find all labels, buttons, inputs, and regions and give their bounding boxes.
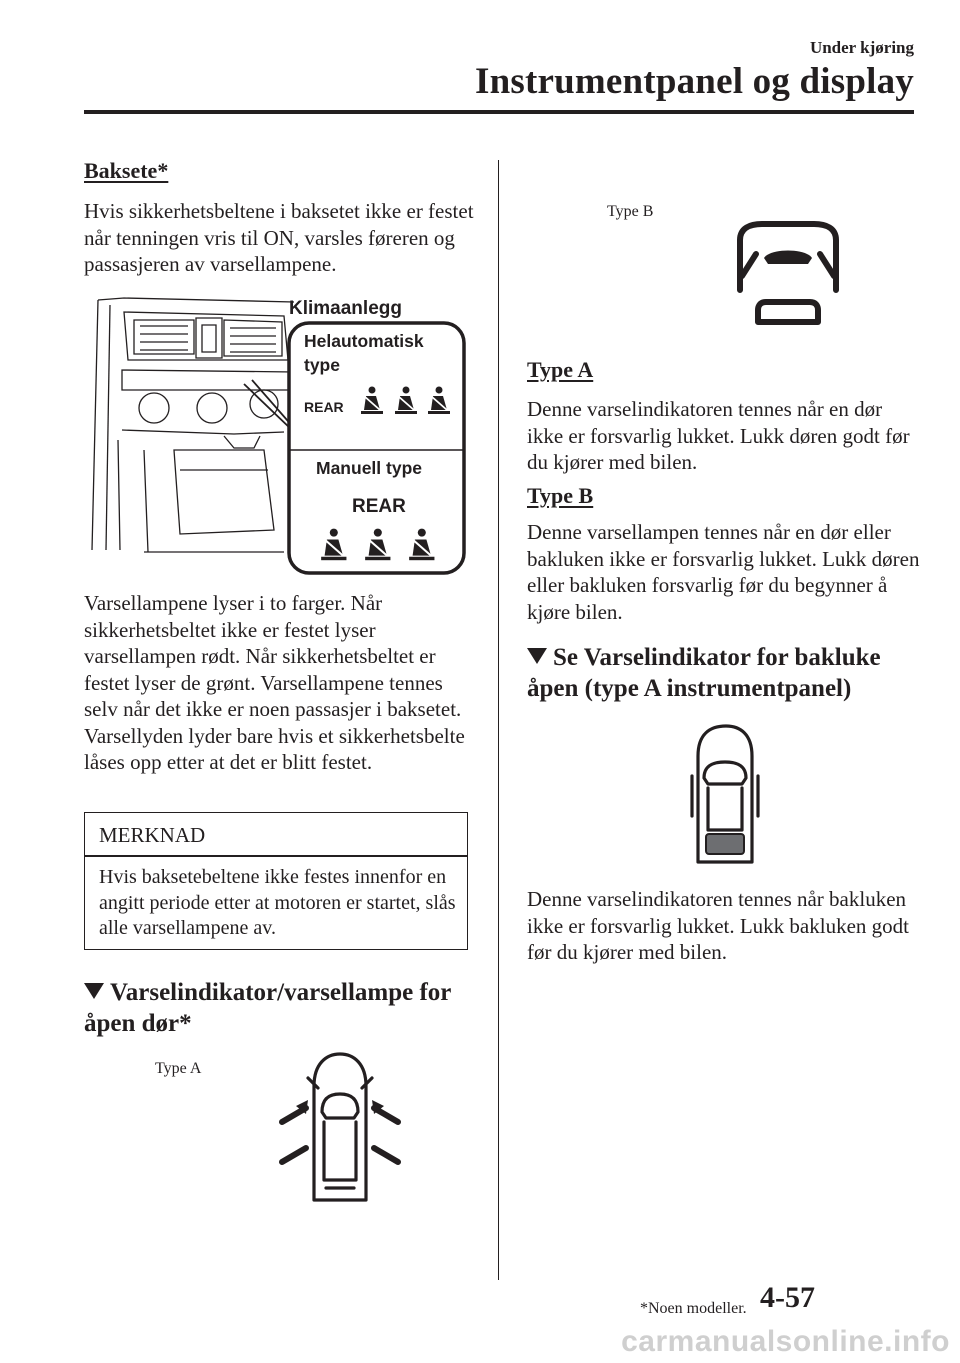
bakluke-text: Denne varselindikatoren tennes når bakluken ikke er forsvarlig lukket. Lukk bakluken godt før du kjører med bilen. xyxy=(527,887,909,964)
footnote: *Noen modeller. xyxy=(640,1300,747,1317)
page-title: Instrumentpanel og display xyxy=(474,61,914,102)
page-number: 4-57 xyxy=(760,1281,815,1314)
bakluke-section-heading-text: Se Varselindikator for bakluke åpen (type A instrumentpanel) xyxy=(527,644,881,702)
manuell-type-label: Manuell type xyxy=(316,458,422,478)
baksete-intro: Hvis sikkerhetsbeltene i baksetet ikke er festet når tenningen vris til ON, varsles føreren og passasjeren av varsellampene. xyxy=(84,199,474,276)
door-open-type-b-icon xyxy=(730,218,845,333)
door-section-heading-text: Varselindikator/varsellampe for åpen dør* xyxy=(84,979,451,1037)
note-rule xyxy=(85,855,467,857)
watermark-text: carmanualsonline.info xyxy=(621,1325,950,1358)
note-title: MERKNAD xyxy=(99,823,206,847)
note-text: Hvis baksetebeltene ikke festes innenfor en angitt periode etter at motoren er startet, slås alle varsellampene av. xyxy=(99,866,456,939)
column-divider xyxy=(498,160,499,1280)
type-label: type xyxy=(304,355,340,375)
door-section-heading xyxy=(84,977,474,1039)
door-open-type-a-icon xyxy=(270,1050,410,1210)
dashboard-drawing xyxy=(92,298,294,552)
trunk-open-icon xyxy=(680,722,770,872)
seatbelt-icons-auto xyxy=(361,387,450,415)
type-a-figure-label: Type A xyxy=(155,1060,202,1077)
varsellamper-paragraph: Varsellampene lyser i to farger. Når sikkerhetsbeltet ikke er festet lyser varsellampen rødt. Når sikkerhetsbeltet er festet lyser de grønt. Varsellampene tennes selv når det ikke er noen passasjer i baksetet. Varsellyden lyder bare hvis et sikkerhetsbelte låses opp etter at det er blitt festet. xyxy=(84,591,465,774)
note-box xyxy=(84,812,468,950)
chapter-label: Under kjøring xyxy=(809,38,914,57)
rear-small-label: REAR xyxy=(304,399,344,415)
type-a-heading: Type A xyxy=(527,357,594,382)
rear-seatbelt-figure xyxy=(84,290,474,580)
header-rule xyxy=(84,110,914,114)
type-b-figure-label: Type B xyxy=(607,203,654,220)
helautomatisk-label: Helautomatisk xyxy=(304,331,424,351)
triangle-marker-icon xyxy=(527,648,547,664)
type-a-text: Denne varselindikatoren tennes når en dør ikke er forsvarlig lukket. Lukk døren godt før du kjører med bilen. xyxy=(527,397,910,474)
type-b-text: Denne varsellampen tennes når en dør eller bakluken ikke er forsvarlig lukket. Lukk døren eller bakluken forsvarlig før du begynner å kjøre bilen. xyxy=(527,520,920,624)
rear-big-label: REAR xyxy=(352,496,406,517)
baksete-heading: Baksete* xyxy=(84,158,169,183)
type-b-heading: Type B xyxy=(527,483,594,508)
klimaanlegg-label: Klimaanlegg xyxy=(289,298,402,319)
triangle-marker-icon xyxy=(84,983,104,999)
bakluke-section-heading xyxy=(527,642,922,704)
